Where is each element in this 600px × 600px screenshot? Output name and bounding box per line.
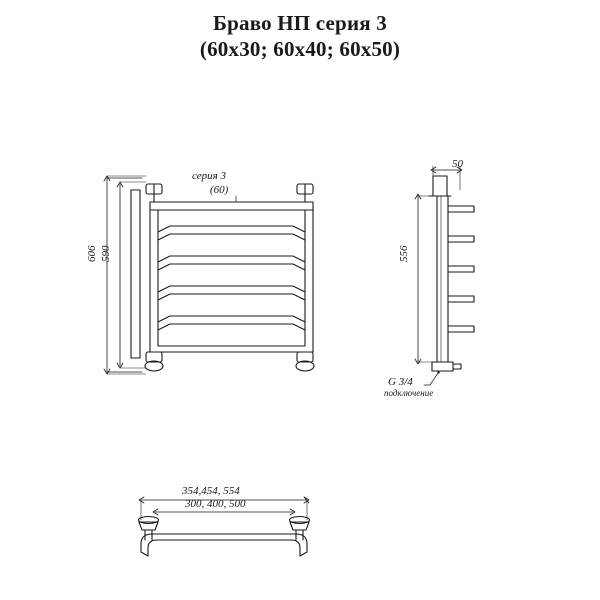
dim-side-height (415, 194, 435, 364)
side-top-bracket (429, 176, 451, 196)
dim-label-top-outer: 354,454, 554 (182, 485, 240, 497)
side-rung-stubs (448, 206, 474, 332)
front-rungs (158, 226, 305, 330)
dim-height-inner (117, 182, 123, 368)
front-wall-bracket (131, 190, 140, 358)
dim-label-top-inner: 300, 400, 500 (185, 498, 246, 510)
front-series-label: серия 3 (192, 170, 226, 182)
front-series-sub: (60) (210, 184, 229, 196)
side-main-body (437, 196, 448, 362)
dim-label-590: 590 (100, 245, 112, 262)
dim-height-outer (104, 176, 142, 374)
title-line-2: (60х30; 60х40; 60х50) (199, 37, 401, 61)
top-view-body (141, 534, 307, 556)
side-bottom-fitting (432, 362, 461, 371)
connection-label: G 3/4 (388, 376, 413, 388)
front-bottom-fittings (145, 352, 314, 371)
connection-leader (424, 371, 440, 385)
connection-sub-label: подключение (384, 388, 434, 398)
dim-label-50: 50 (452, 158, 463, 170)
dim-label-606: 606 (86, 245, 98, 262)
dim-label-556: 556 (398, 245, 410, 262)
front-top-fittings (146, 184, 313, 202)
title-line-1: Браво НП серия 3 (213, 11, 387, 35)
top-view-fittings (139, 517, 310, 541)
